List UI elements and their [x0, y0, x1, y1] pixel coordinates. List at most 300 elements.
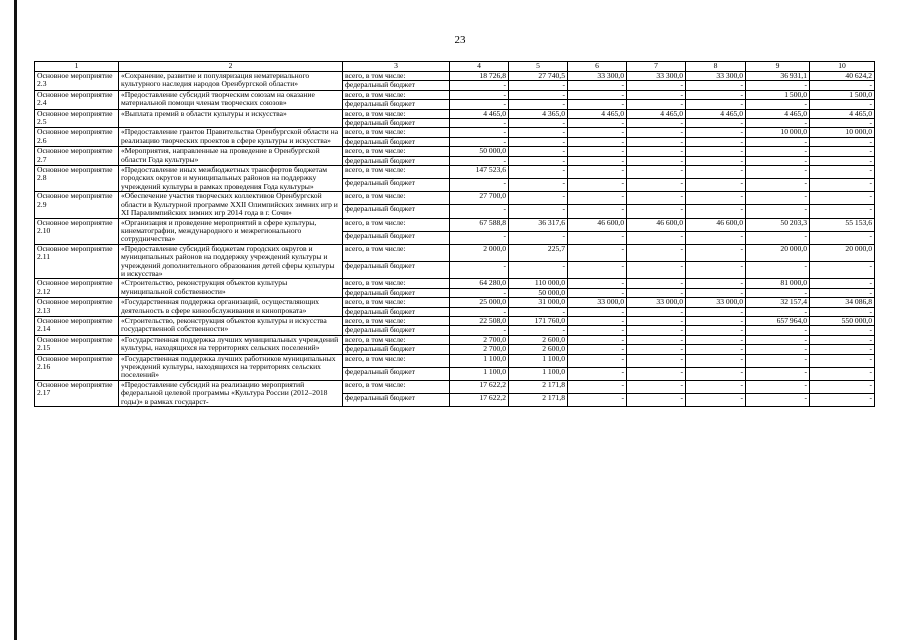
amount-cell: -	[686, 279, 746, 288]
amount-cell: -	[686, 119, 746, 128]
funding-source-label: всего, в том числе:	[343, 298, 450, 307]
funding-source-label: всего, в том числе:	[343, 72, 450, 81]
amount-cell: 50 203,3	[746, 218, 810, 231]
amount-cell: -	[509, 179, 568, 192]
amount-cell: -	[450, 128, 509, 137]
column-header: 4	[450, 62, 509, 72]
amount-cell: -	[686, 307, 746, 316]
funding-source-label: федеральный бюджет	[343, 345, 450, 354]
amount-cell: -	[568, 179, 627, 192]
column-header: 8	[686, 62, 746, 72]
funding-source-label: всего, в том числе:	[343, 128, 450, 137]
column-header: 7	[627, 62, 686, 72]
amount-cell: 55 153,6	[810, 218, 875, 231]
funding-source-label: всего, в том числе:	[343, 279, 450, 288]
funding-source-label: всего, в том числе:	[343, 335, 450, 344]
table-row	[35, 90, 875, 99]
amount-cell: -	[450, 307, 509, 316]
amount-cell: -	[568, 166, 627, 179]
amount-cell: -	[810, 380, 875, 393]
amount-cell: 2 171,8	[509, 393, 568, 406]
amount-cell: -	[509, 81, 568, 90]
table-row	[35, 147, 875, 156]
amount-cell: -	[746, 335, 810, 344]
amount-cell: -	[509, 307, 568, 316]
amount-cell: -	[509, 100, 568, 109]
event-description-cell: «Государственная поддержка лучших работников муниципальных учреждений культуры, находящихся на территориях сельских поселений»	[119, 354, 343, 380]
amount-cell: 1 100,0	[509, 367, 568, 380]
amount-cell: -	[686, 100, 746, 109]
amount-cell: -	[746, 354, 810, 367]
funding-source-label: федеральный бюджет	[343, 156, 450, 165]
amount-cell: -	[450, 100, 509, 109]
event-name-cell: Основное мероприятие 2.14	[35, 316, 119, 335]
amount-cell: -	[746, 393, 810, 406]
amount-cell: 2 000,0	[450, 244, 509, 261]
event-description-cell: «Предоставление субсидий бюджетам городских округов и муниципальных районов на поддержку учреждений культуры и учреждений дополнительного образования детей сферы культуры и искусства»	[119, 244, 343, 279]
column-header: 1	[35, 62, 119, 72]
amount-cell: -	[746, 100, 810, 109]
amount-cell: 4 365,0	[509, 109, 568, 118]
amount-cell: -	[746, 192, 810, 205]
amount-cell: 2 700,0	[450, 345, 509, 354]
amount-cell: -	[568, 345, 627, 354]
amount-cell: -	[627, 335, 686, 344]
amount-cell: 31 000,0	[509, 298, 568, 307]
amount-cell: -	[568, 288, 627, 297]
amount-cell: 27 700,0	[450, 192, 509, 205]
amount-cell: 2 600,0	[509, 335, 568, 344]
event-name-cell: Основное мероприятие 2.12	[35, 279, 119, 298]
amount-cell: 657 964,0	[746, 316, 810, 325]
amount-cell: 33 300,0	[686, 72, 746, 81]
amount-cell: -	[810, 81, 875, 90]
amount-cell: 2 171,8	[509, 380, 568, 393]
amount-cell: -	[810, 345, 875, 354]
event-description-cell: «Организация и проведение мероприятий в сфере культуры, кинематографии, международного и межрегионального сотрудничества»	[119, 218, 343, 244]
amount-cell: -	[810, 335, 875, 344]
funding-source-label: всего, в том числе:	[343, 218, 450, 231]
amount-cell: -	[450, 90, 509, 99]
amount-cell: -	[746, 179, 810, 192]
event-name-cell: Основное мероприятие 2.3	[35, 72, 119, 91]
amount-cell: -	[568, 380, 627, 393]
amount-cell: -	[746, 326, 810, 335]
amount-cell: 17 622,2	[450, 393, 509, 406]
amount-cell: 2 600,0	[509, 345, 568, 354]
amount-cell: 4 465,0	[686, 109, 746, 118]
amount-cell: -	[627, 279, 686, 288]
amount-cell: -	[810, 192, 875, 205]
amount-cell: -	[746, 119, 810, 128]
funding-source-label: всего, в том числе:	[343, 380, 450, 393]
amount-cell: 33 300,0	[627, 72, 686, 81]
event-description-cell: «Строительство, реконструкция объектов культуры муниципальной собственности»	[119, 279, 343, 298]
amount-cell: -	[746, 307, 810, 316]
amount-cell: 1 100,0	[450, 354, 509, 367]
amount-cell: -	[686, 179, 746, 192]
amount-cell: -	[810, 393, 875, 406]
amount-cell: -	[627, 192, 686, 205]
table-body	[35, 72, 875, 407]
amount-cell: 67 588,8	[450, 218, 509, 231]
column-number-row	[35, 62, 875, 72]
amount-cell: -	[627, 354, 686, 367]
amount-cell: 34 086,8	[810, 298, 875, 307]
amount-cell: -	[568, 393, 627, 406]
event-name-cell: Основное мероприятие 2.17	[35, 380, 119, 406]
amount-cell: 17 622,2	[450, 380, 509, 393]
amount-cell: -	[627, 244, 686, 261]
amount-cell: -	[450, 137, 509, 146]
funding-source-label: всего, в том числе:	[343, 109, 450, 118]
event-description-cell: «Выплата премий в области культуры и искусства»	[119, 109, 343, 128]
amount-cell: 20 000,0	[746, 244, 810, 261]
event-description-cell: «Предоставление грантов Правительства Оренбургской области на реализацию творческих проектов в сфере культуры и искусства»	[119, 128, 343, 147]
event-name-cell: Основное мероприятие 2.8	[35, 166, 119, 192]
event-name-cell: Основное мероприятие 2.15	[35, 335, 119, 354]
amount-cell: -	[686, 166, 746, 179]
amount-cell: -	[568, 307, 627, 316]
amount-cell: -	[568, 205, 627, 218]
event-description-cell: «Обеспечение участия творческих коллективов Оренбургской области в Культурной программе XXII Олимпийских зимних игр и XI Паралимпийских зимних игр 2014 года в г. Сочи»	[119, 192, 343, 218]
amount-cell: 4 465,0	[450, 109, 509, 118]
amount-cell: -	[686, 205, 746, 218]
amount-cell: -	[627, 326, 686, 335]
amount-cell: -	[627, 81, 686, 90]
amount-cell: 46 600,0	[686, 218, 746, 231]
amount-cell: -	[509, 192, 568, 205]
funding-source-label: всего, в том числе:	[343, 90, 450, 99]
amount-cell: -	[509, 231, 568, 244]
amount-cell: -	[627, 307, 686, 316]
event-name-cell: Основное мероприятие 2.7	[35, 147, 119, 166]
event-description-cell: «Мероприятия, направленные на проведение в Оренбургской области Года культуры»	[119, 147, 343, 166]
amount-cell: 36 317,6	[509, 218, 568, 231]
amount-cell: 4 465,0	[810, 109, 875, 118]
amount-cell: -	[627, 166, 686, 179]
event-description-cell: «Предоставление субсидий творческим союзам на оказание материальной помощи членам творческих союзов»	[119, 90, 343, 109]
amount-cell: -	[810, 231, 875, 244]
amount-cell: -	[810, 307, 875, 316]
amount-cell: -	[568, 192, 627, 205]
table-row	[35, 72, 875, 81]
amount-cell: -	[627, 345, 686, 354]
amount-cell: 2 700,0	[450, 335, 509, 344]
amount-cell: -	[627, 393, 686, 406]
amount-cell: -	[746, 288, 810, 297]
event-name-cell: Основное мероприятие 2.11	[35, 244, 119, 279]
amount-cell: -	[810, 100, 875, 109]
amount-cell: -	[627, 100, 686, 109]
event-description-cell: «Государственная поддержка лучших муниципальных учреждений культуры, находящихся на территориях сельских поселений»	[119, 335, 343, 354]
funding-source-label: всего, в том числе:	[343, 354, 450, 367]
amount-cell: -	[627, 380, 686, 393]
amount-cell: -	[568, 354, 627, 367]
amount-cell: -	[568, 262, 627, 279]
column-header: 10	[810, 62, 875, 72]
amount-cell: -	[686, 244, 746, 261]
amount-cell: -	[509, 137, 568, 146]
event-name-cell: Основное мероприятие 2.9	[35, 192, 119, 218]
amount-cell: 46 600,0	[568, 218, 627, 231]
funding-source-label: федеральный бюджет	[343, 205, 450, 218]
amount-cell: -	[686, 192, 746, 205]
amount-cell: -	[509, 147, 568, 156]
amount-cell: -	[810, 288, 875, 297]
funding-source-label: федеральный бюджет	[343, 231, 450, 244]
amount-cell: -	[568, 147, 627, 156]
amount-cell: 10 000,0	[746, 128, 810, 137]
funding-source-label: всего, в том числе:	[343, 244, 450, 261]
funding-source-label: федеральный бюджет	[343, 326, 450, 335]
amount-cell: -	[746, 81, 810, 90]
amount-cell: -	[509, 90, 568, 99]
amount-cell: -	[568, 231, 627, 244]
event-description-cell: «Предоставление иных межбюджетных трансфертов бюджетам городских округов и муниципальных районов на поддержку учреждений культуры в рамках проведения Года культуры»	[119, 166, 343, 192]
table-row	[35, 192, 875, 205]
amount-cell: -	[810, 205, 875, 218]
funding-source-label: федеральный бюджет	[343, 100, 450, 109]
table-row	[35, 128, 875, 137]
amount-cell: -	[746, 380, 810, 393]
column-header: 2	[119, 62, 343, 72]
funding-source-label: федеральный бюджет	[343, 307, 450, 316]
amount-cell: -	[746, 147, 810, 156]
funding-source-label: федеральный бюджет	[343, 137, 450, 146]
funding-source-label: всего, в том числе:	[343, 147, 450, 156]
amount-cell: -	[568, 128, 627, 137]
amount-cell: -	[627, 316, 686, 325]
funding-source-label: федеральный бюджет	[343, 367, 450, 380]
amount-cell: -	[627, 231, 686, 244]
amount-cell: -	[746, 231, 810, 244]
amount-cell: -	[686, 231, 746, 244]
funding-source-label: федеральный бюджет	[343, 288, 450, 297]
amount-cell: -	[686, 354, 746, 367]
amount-cell: -	[509, 119, 568, 128]
table-row	[35, 354, 875, 367]
amount-cell: 4 465,0	[568, 109, 627, 118]
funding-source-label: всего, в том числе:	[343, 192, 450, 205]
amount-cell: -	[568, 137, 627, 146]
amount-cell: -	[627, 137, 686, 146]
funding-source-label: федеральный бюджет	[343, 119, 450, 128]
table-row	[35, 380, 875, 393]
event-description-cell: «Предоставление субсидий на реализацию мероприятий федеральной целевой программы «Культура России (2012–2018 годы)» в рамках государст-	[119, 380, 343, 406]
amount-cell: 4 465,0	[627, 109, 686, 118]
amount-cell: -	[746, 156, 810, 165]
table-row	[35, 279, 875, 288]
amount-cell: 25 000,0	[450, 298, 509, 307]
amount-cell: -	[810, 326, 875, 335]
amount-cell: -	[627, 288, 686, 297]
amount-cell: -	[686, 326, 746, 335]
amount-cell: -	[450, 262, 509, 279]
table-row	[35, 316, 875, 325]
amount-cell: -	[450, 326, 509, 335]
table-row	[35, 109, 875, 118]
amount-cell: -	[568, 279, 627, 288]
amount-cell: 20 000,0	[810, 244, 875, 261]
funding-source-label: всего, в том числе:	[343, 316, 450, 325]
amount-cell: -	[509, 205, 568, 218]
amount-cell: -	[810, 262, 875, 279]
amount-cell: 50 000,0	[450, 147, 509, 156]
funding-source-label: всего, в том числе:	[343, 166, 450, 179]
amount-cell: -	[627, 147, 686, 156]
amount-cell: -	[746, 367, 810, 380]
event-name-cell: Основное мероприятие 2.4	[35, 90, 119, 109]
column-header: 3	[343, 62, 450, 72]
amount-cell: -	[686, 393, 746, 406]
amount-cell: -	[450, 119, 509, 128]
amount-cell: -	[627, 205, 686, 218]
amount-cell: -	[627, 179, 686, 192]
amount-cell: -	[686, 288, 746, 297]
amount-cell: -	[810, 147, 875, 156]
column-header: 9	[746, 62, 810, 72]
amount-cell: 33 000,0	[686, 298, 746, 307]
page-number: 23	[454, 34, 466, 46]
table-row	[35, 166, 875, 179]
amount-cell: 550 000,0	[810, 316, 875, 325]
amount-cell: 22 508,0	[450, 316, 509, 325]
funding-source-label: федеральный бюджет	[343, 81, 450, 90]
amount-cell: -	[686, 335, 746, 344]
amount-cell: -	[686, 367, 746, 380]
amount-cell: 36 931,1	[746, 72, 810, 81]
amount-cell: -	[810, 367, 875, 380]
table-row	[35, 244, 875, 261]
amount-cell: -	[686, 262, 746, 279]
amount-cell: 40 624,2	[810, 72, 875, 81]
table-row	[35, 335, 875, 344]
amount-cell: 46 600,0	[627, 218, 686, 231]
table-row	[35, 298, 875, 307]
amount-cell: 110 000,0	[509, 279, 568, 288]
amount-cell: -	[686, 147, 746, 156]
amount-cell: -	[450, 288, 509, 297]
event-name-cell: Основное мероприятие 2.6	[35, 128, 119, 147]
amount-cell: -	[568, 367, 627, 380]
amount-cell: -	[810, 166, 875, 179]
amount-cell: -	[509, 166, 568, 179]
amount-cell: -	[568, 90, 627, 99]
event-name-cell: Основное мероприятие 2.5	[35, 109, 119, 128]
funding-source-label: федеральный бюджет	[343, 179, 450, 192]
amount-cell: -	[746, 137, 810, 146]
event-name-cell: Основное мероприятие 2.16	[35, 354, 119, 380]
amount-cell: 1 100,0	[450, 367, 509, 380]
budget-table	[34, 61, 875, 407]
amount-cell: -	[568, 119, 627, 128]
amount-cell: 27 740,5	[509, 72, 568, 81]
page-edge-bar	[14, 0, 17, 640]
event-name-cell: Основное мероприятие 2.10	[35, 218, 119, 244]
amount-cell: -	[686, 90, 746, 99]
funding-source-label: федеральный бюджет	[343, 393, 450, 406]
event-description-cell: «Строительство, реконструкция объектов культуры и искусства государственной собственности»	[119, 316, 343, 335]
event-description-cell: «Государственная поддержка организаций, осуществляющих деятельность в сфере кинообслуживания и кинопроката»	[119, 298, 343, 317]
amount-cell: -	[686, 128, 746, 137]
amount-cell: -	[568, 316, 627, 325]
amount-cell: 225,7	[509, 244, 568, 261]
amount-cell: -	[450, 231, 509, 244]
amount-cell: -	[686, 156, 746, 165]
amount-cell: -	[568, 100, 627, 109]
amount-cell: -	[810, 354, 875, 367]
event-description-cell: «Сохранение, развитие и популяризация нематериального культурного наследия народов Оренбургской области»	[119, 72, 343, 91]
amount-cell: 10 000,0	[810, 128, 875, 137]
amount-cell: 4 465,0	[746, 109, 810, 118]
amount-cell: -	[627, 90, 686, 99]
amount-cell: 147 523,6	[450, 166, 509, 179]
funding-source-label: федеральный бюджет	[343, 262, 450, 279]
amount-cell: -	[509, 128, 568, 137]
amount-cell: -	[450, 81, 509, 90]
column-header: 6	[568, 62, 627, 72]
amount-cell: 33 000,0	[568, 298, 627, 307]
amount-cell: -	[627, 119, 686, 128]
amount-cell: -	[810, 156, 875, 165]
amount-cell: -	[509, 156, 568, 165]
amount-cell: 50 000,0	[509, 288, 568, 297]
amount-cell: -	[810, 179, 875, 192]
amount-cell: -	[686, 137, 746, 146]
amount-cell: -	[568, 244, 627, 261]
amount-cell: 33 300,0	[568, 72, 627, 81]
column-header: 5	[509, 62, 568, 72]
amount-cell: -	[686, 316, 746, 325]
amount-cell: -	[627, 128, 686, 137]
amount-cell: -	[450, 179, 509, 192]
amount-cell: -	[686, 380, 746, 393]
amount-cell: 1 500,0	[810, 90, 875, 99]
amount-cell: 171 760,0	[509, 316, 568, 325]
amount-cell: -	[746, 345, 810, 354]
amount-cell: -	[686, 345, 746, 354]
amount-cell: -	[509, 262, 568, 279]
amount-cell: -	[568, 156, 627, 165]
amount-cell: 1 500,0	[746, 90, 810, 99]
amount-cell: -	[627, 262, 686, 279]
amount-cell: -	[686, 81, 746, 90]
amount-cell: 33 000,0	[627, 298, 686, 307]
amount-cell: -	[568, 326, 627, 335]
amount-cell: -	[450, 156, 509, 165]
table-row	[35, 218, 875, 231]
amount-cell: 81 000,0	[746, 279, 810, 288]
amount-cell: 1 100,0	[509, 354, 568, 367]
amount-cell: 18 726,8	[450, 72, 509, 81]
amount-cell: -	[450, 205, 509, 218]
amount-cell: -	[810, 279, 875, 288]
amount-cell: -	[627, 367, 686, 380]
amount-cell: -	[568, 335, 627, 344]
amount-cell: -	[746, 262, 810, 279]
amount-cell: -	[509, 326, 568, 335]
amount-cell: -	[746, 205, 810, 218]
amount-cell: -	[627, 156, 686, 165]
amount-cell: -	[568, 81, 627, 90]
amount-cell: -	[746, 166, 810, 179]
amount-cell: -	[810, 137, 875, 146]
event-name-cell: Основное мероприятие 2.13	[35, 298, 119, 317]
amount-cell: 64 280,0	[450, 279, 509, 288]
amount-cell: -	[810, 119, 875, 128]
amount-cell: 32 157,4	[746, 298, 810, 307]
